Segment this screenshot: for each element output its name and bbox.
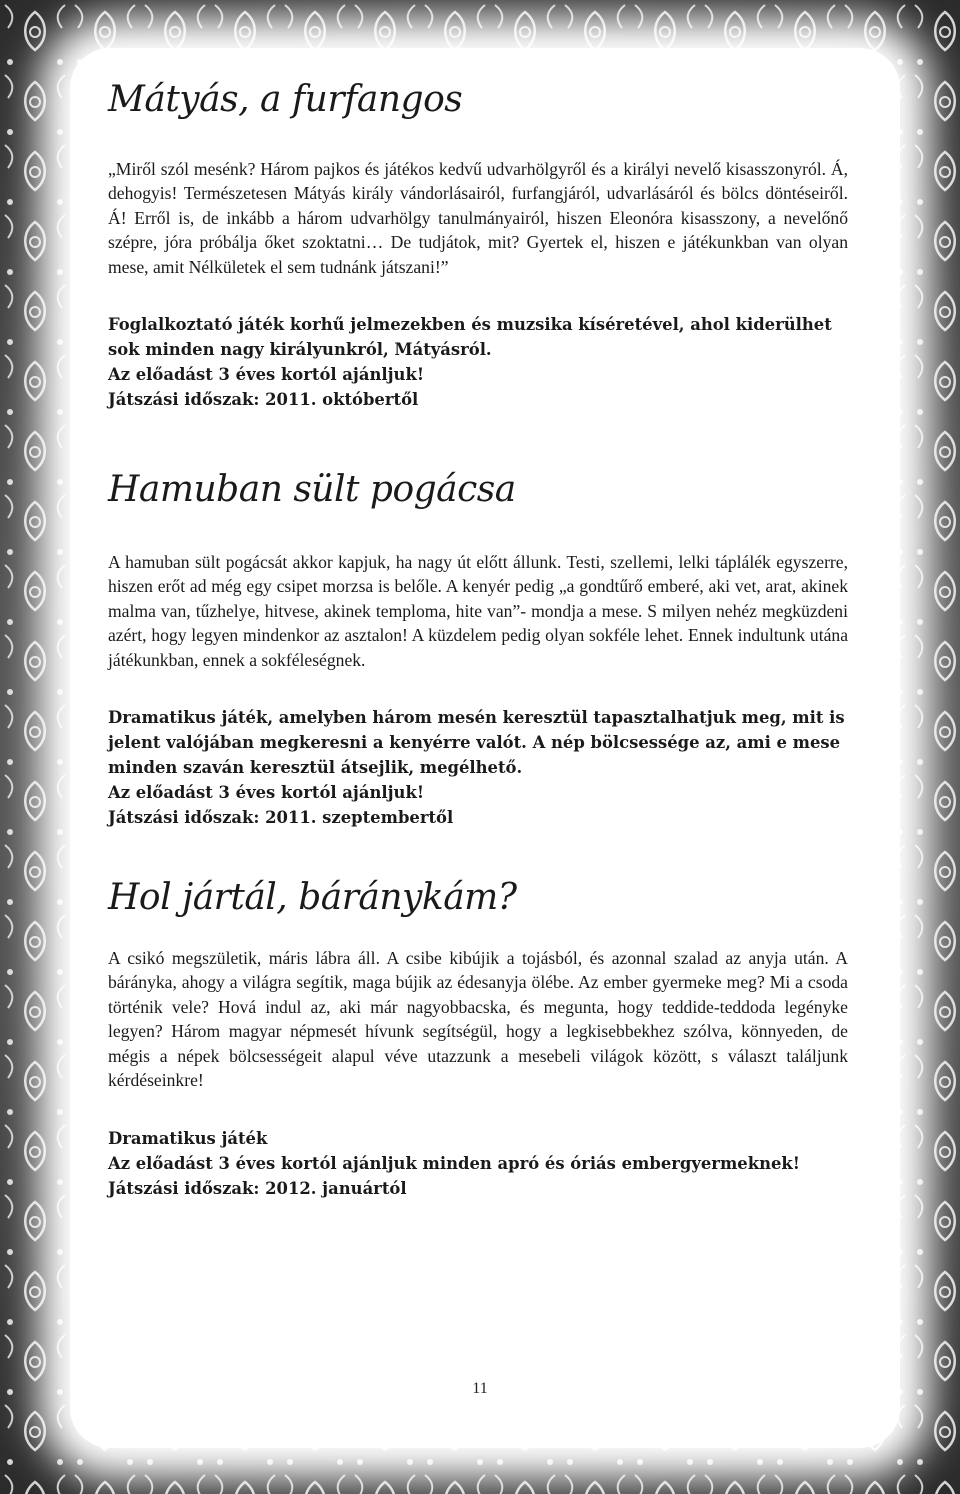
section-body-barany: A csikó megszületik, máris lábra áll. A csibe kibújik a tojásból, és azonnal szalad az anyja után. A bárányka, ahogy a világra segítik, maga bújik az édesanyja ölébe. Az ember gyermeke meg? Mi a csoda történik vele? Hová indul az, aki már nagyobbacska, és megunta, hogy teddide-teddoda legényke legyen? Három magyar népmesét hívunk segítségül, hogy a legkisebbekhez szólva, könnyeden, de mégis a népek bölcsességeit alapul véve utazzunk a mesebeli világok között, s választ találjunk kérdéseinkre! (108, 947, 848, 1091)
section-age-matyas: Az előadást 3 éves kortól ajánljuk! (108, 365, 425, 385)
section-title-matyas: Mátyás, a furfangos (108, 79, 463, 120)
page-content (108, 80, 848, 1201)
section-age-hamuban: Az előadást 3 éves kortól ajánljuk! (108, 783, 425, 803)
section-description-hamuban: Dramatikus játék, amelyben három mesén keresztül tapasztalhatjuk meg, mit is jelent valójában megkeresni a kenyérre valót. A nép bölcsessége az, ami e mese minden szaván keresztül átsejlik, megélhető. (108, 708, 845, 778)
section-body-matyas: „Miről szól mesénk? Három pajkos és játékos kedvű udvarhölgyről és a királyi nevelő kisasszonyról. Á, dehogyis! Természetesen Mátyás király vándorlásairól, furfangjáról, udvarlásáról és bölcs döntéseiről. Á! Erről is, de inkább a három udvarhölgy tanulmányairól, hiszen Eleonóra kisasszony, a nevelőnő szépre, jóra próbálja őket szoktatni… De tudjátok, mit? Gyertek el, hiszen e játékunkban van olyan mese, amit Nélkületek el sem tudnánk játszani!” (108, 158, 848, 277)
section-title-hamuban: Hamuban sült pogácsa (108, 469, 516, 511)
section-period-matyas: Játszási időszak: 2011. októbertől (108, 390, 419, 410)
section-body-hamuban: A hamuban sült pogácsát akkor kapjuk, ha nagy út előtt állunk. Testi, szellemi, lelki táplálék egyszerre, hiszen erőt ad még egy csipet morzsa is belőle. A kenyér pedig „a gondtűrő emberé, aki vet, arat, akinek malma van, tűzhelye, hitvese, akinek temploma, hite van”- mondja a mese. S milyen nehéz megküzdeni azért, hogy legyen mindenkor az asztalon! A küzdelem pedig olyan sokféle lehet. Ennek indultunk utána játékunkban, ennek a sokféleségnek. (108, 551, 848, 670)
section-period-hamuban: Játszási időszak: 2011. szeptembertől (108, 808, 454, 828)
section-period-barany: Játszási időszak: 2012. januártól (108, 1178, 407, 1198)
section-description-matyas: Foglalkoztató játék korhű jelmezekben és muzsika kíséretével, ahol kiderülhet sok minden nagy királyunkról, Mátyásról. (108, 315, 832, 360)
page-number: 11 (472, 1380, 488, 1397)
section-age-barany: Az előadást 3 éves kortól ajánljuk minden apró és óriás embergyermeknek! (108, 1153, 800, 1173)
section-title-barany: Hol jártál, báránykám? (108, 877, 517, 919)
section-description-barany: Dramatikus játék (108, 1128, 268, 1148)
